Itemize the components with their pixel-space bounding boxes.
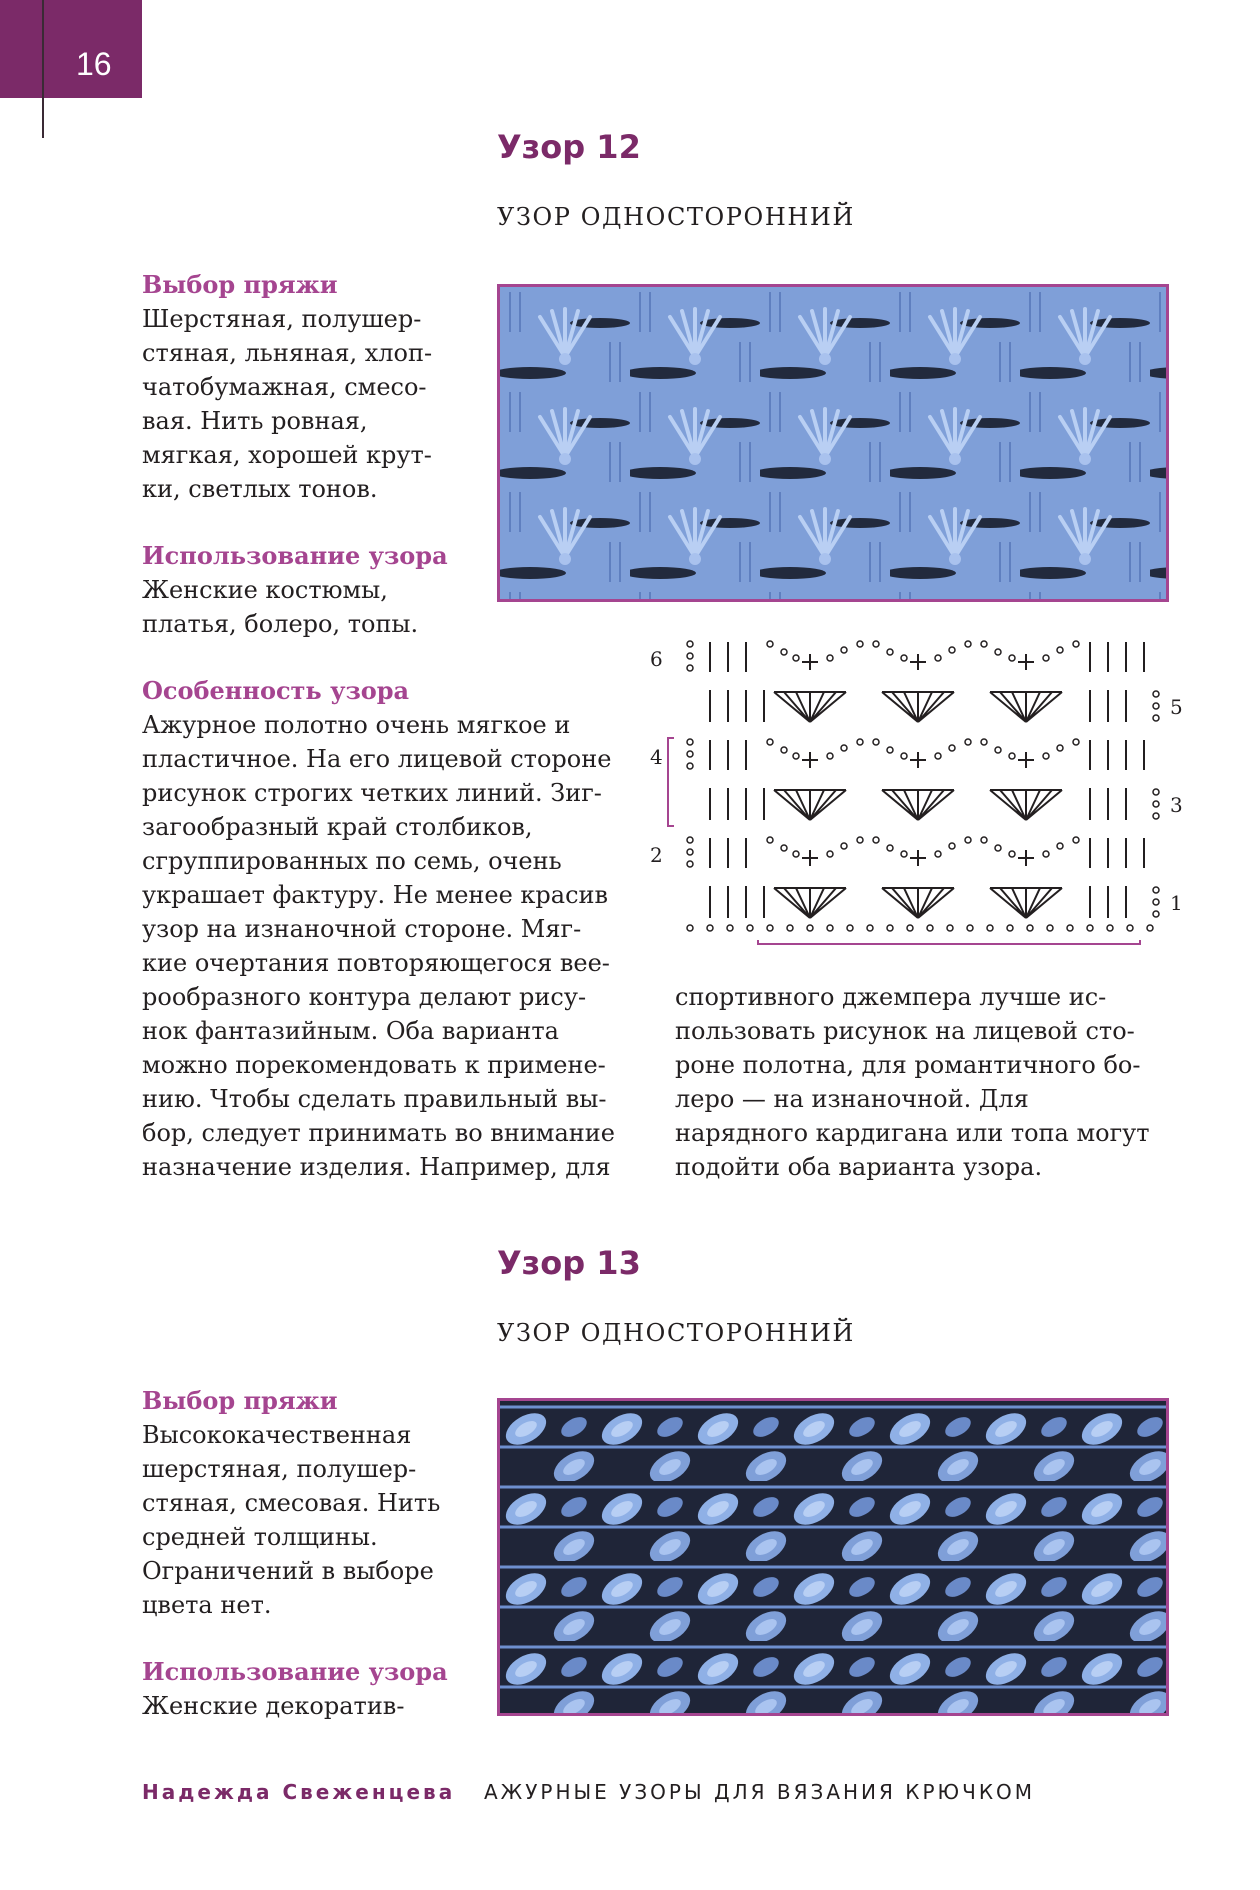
chart-row-6 xyxy=(710,642,1144,672)
chart-row-label-6: 6 xyxy=(650,647,663,671)
chart-row-label-2: 2 xyxy=(650,843,663,867)
chart-row-5 xyxy=(710,690,1126,722)
pattern12-use-text: Женские костюмы, платья, болеро, топы. xyxy=(142,576,419,638)
pattern13-use-heading: Использование узора xyxy=(142,1657,448,1686)
pattern12-yarn-text: Шерстяная, полушер- стяная, льняная, хлоп- чатобумажная, смесо- вая. Нить ровная, мягкая, хорошей крут- ки, светлых тонов. xyxy=(142,305,433,503)
shell-stitch-texture xyxy=(500,287,1166,599)
tab-divider-line xyxy=(42,0,44,138)
pattern12-stitch-chart xyxy=(640,630,1200,950)
chart-row-3 xyxy=(710,788,1126,820)
pattern13-yarn-heading: Выбор пряжи xyxy=(142,1386,338,1415)
pattern13-use-text: Женские декоратив- xyxy=(142,1692,405,1720)
chart-row-2 xyxy=(710,838,1144,868)
puff-stitch-texture xyxy=(500,1401,1166,1713)
chart-row-4 xyxy=(710,740,1144,770)
pattern12-swatch-photo xyxy=(497,284,1169,602)
page-number: 16 xyxy=(76,46,112,82)
chart-row-1 xyxy=(710,886,1126,918)
chart-row-label-4: 4 xyxy=(650,745,663,769)
pattern13-subtitle: УЗОР ОДНОСТОРОННИЙ xyxy=(497,1319,855,1347)
pattern12-yarn-heading: Выбор пряжи xyxy=(142,270,338,299)
pattern13-title: Узор 13 xyxy=(497,1244,641,1282)
pattern12-feature-heading: Особенность узора xyxy=(142,676,410,705)
chart-row-label-1: 1 xyxy=(1170,891,1183,915)
footer-book-title: АЖУРНЫЕ УЗОРЫ ДЛЯ ВЯЗАНИЯ КРЮЧКОМ xyxy=(484,1780,1036,1804)
pattern13-swatch-photo xyxy=(497,1398,1169,1716)
footer-author: Надежда Свеженцева xyxy=(142,1780,456,1804)
pattern12-feature-text-right: спортивного джемпера лучше ис- пользовать рисунок на лицевой сто- роне полотна, для романтичного бо- леро — на изнаночной. Для нарядного кардигана или топа могут подойти оба варианта узора. xyxy=(675,983,1150,1181)
chart-row-label-3: 3 xyxy=(1170,793,1183,817)
chart-row-label-5: 5 xyxy=(1170,695,1183,719)
pattern13-yarn-text: Высококачественная шерстяная, полушер- стяная, смесовая. Нить средней толщины. Ограничений в выборе цвета нет. xyxy=(142,1421,441,1619)
page-number-tab xyxy=(0,0,142,98)
pattern12-feature-text-left: Ажурное полотно очень мягкое и пластичное. На его лицевой стороне рисунок строгих четких линий. Зиг- загообразный край столбиков, сгруппированных по семь, очень украшает фактуру. Не менее красив узор на изнаночной стороне. Мяг- кие очертания повторяющегося вее- рообразного контура делают рису- нок фантазийным. Оба варианта можно порекомендовать к примене- нию. Чтобы сделать правильный вы- бор, следует принимать во внимание назначение изделия. Например, для xyxy=(142,711,615,1181)
pattern12-use-heading: Использование узора xyxy=(142,541,448,570)
pattern12-subtitle: УЗОР ОДНОСТОРОННИЙ xyxy=(497,203,855,231)
pattern12-title: Узор 12 xyxy=(497,128,641,166)
